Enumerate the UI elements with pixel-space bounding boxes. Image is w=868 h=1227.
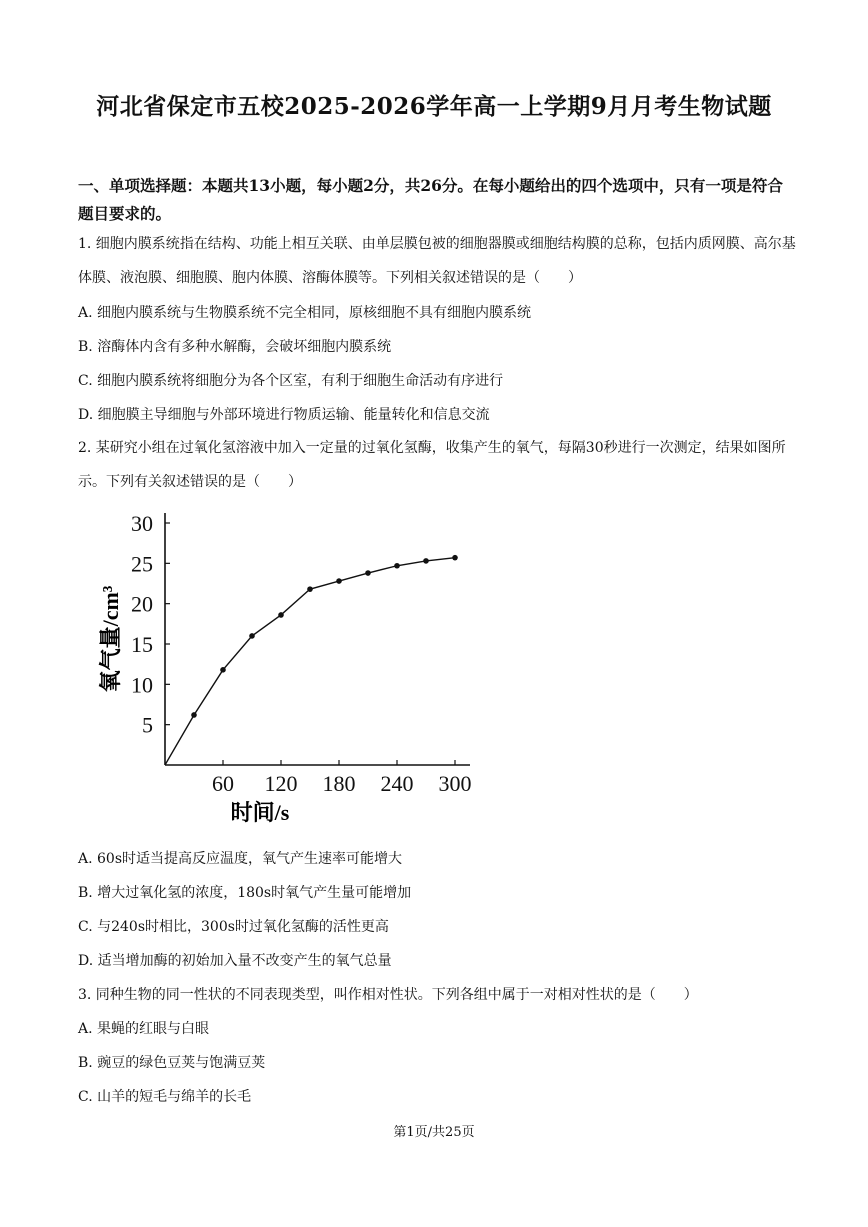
question-1-option-d: D. 细胞膜主导细胞与外部环境进行物质运输、能量转化和信息交流 <box>78 407 490 423</box>
question-3-option-b: B. 豌豆的绿色豆荚与饱满豆荚 <box>78 1055 266 1071</box>
chart-data-point <box>394 563 400 569</box>
question-1-option-c: C. 细胞内膜系统将细胞分为各个区室，有利于细胞生命活动有序进行 <box>78 373 504 389</box>
chart-x-tick-label: 300 <box>438 771 472 796</box>
section-heading: 一、单项选择题：本题共13小题，每小题2分，共26分。在每小题给出的四个选项中，只有一项是符合题目要求的。 <box>78 176 783 223</box>
question-1-stem: 1. 细胞内膜系统指在结构、功能上相互关联、由单层膜包被的细胞器膜或细胞结构膜的总称，包括内质网膜、高尔基体膜、液泡膜、细胞膜、胞内体膜、溶酶体膜等。下列相关叙述错误的是（ ） <box>78 236 796 286</box>
chart-y-tick-label: 25 <box>131 551 153 577</box>
question-2-option-b: B. 增大过氧化氢的浓度，180s时氧气产生量可能增加 <box>78 885 412 901</box>
chart-x-axis-label: 时间/s <box>230 800 290 825</box>
page-footer: 第1页/共25页 <box>393 1125 475 1140</box>
question-2-option-d: D. 适当增加酶的初始加入量不改变产生的氧气总量 <box>78 953 392 969</box>
question-3-stem: 3. 同种生物的同一性状的不同表现类型，叫作相对性状。下列各组中属于一对相对性状的是（ ） <box>78 987 698 1003</box>
chart-data-point <box>278 612 284 618</box>
chart-data-point <box>365 570 371 576</box>
chart-y-axis-label: 氧气量/cm³ <box>98 585 123 693</box>
chart-data-point <box>191 712 197 718</box>
chart-y-tick-label: 10 <box>131 672 153 698</box>
question-1-option-b: B. 溶酶体内含有多种水解酶，会破坏细胞内膜系统 <box>78 339 392 355</box>
chart-data-point <box>307 586 313 592</box>
question-2-stem: 2. 某研究小组在过氧化氢溶液中加入一定量的过氧化氢酶，收集产生的氧气，每隔30秒进行一次测定，结果如图所示。下列有关叙述错误的是（ ） <box>78 440 786 490</box>
question-3-option-c: C. 山羊的短毛与绵羊的长毛 <box>78 1089 252 1105</box>
question-2-option-c: C. 与240s时相比，300s时过氧化氢酶的活性更高 <box>78 919 389 935</box>
question-1-option-a: A. 细胞内膜系统与生物膜系统不完全相同，原核细胞不具有细胞内膜系统 <box>78 305 532 321</box>
page-title: 河北省保定市五校2025-2026学年高一上学期9月月考生物试题 <box>96 93 772 120</box>
chart-data-point <box>452 555 458 561</box>
chart-data-point <box>423 558 429 564</box>
chart-y-tick-label: 5 <box>142 712 153 738</box>
chart-data-point <box>249 633 255 639</box>
oxygen-time-chart <box>90 500 480 835</box>
chart-y-tick-label: 20 <box>131 591 153 617</box>
chart-data-point <box>336 578 342 584</box>
question-3-option-a: A. 果蝇的红眼与白眼 <box>78 1021 210 1037</box>
chart-data-point <box>220 667 226 673</box>
question-2-option-a: A. 60s时适当提高反应温度，氧气产生速率可能增大 <box>78 851 403 867</box>
chart-y-tick-label: 15 <box>131 632 153 657</box>
chart-x-tick-label: 60 <box>212 771 234 796</box>
chart-x-tick-label: 180 <box>322 771 356 796</box>
chart-x-tick-label: 120 <box>264 771 298 796</box>
chart-y-tick-label: 30 <box>131 511 153 536</box>
chart-plot-area <box>131 511 472 796</box>
chart-x-tick-label: 240 <box>380 771 414 796</box>
